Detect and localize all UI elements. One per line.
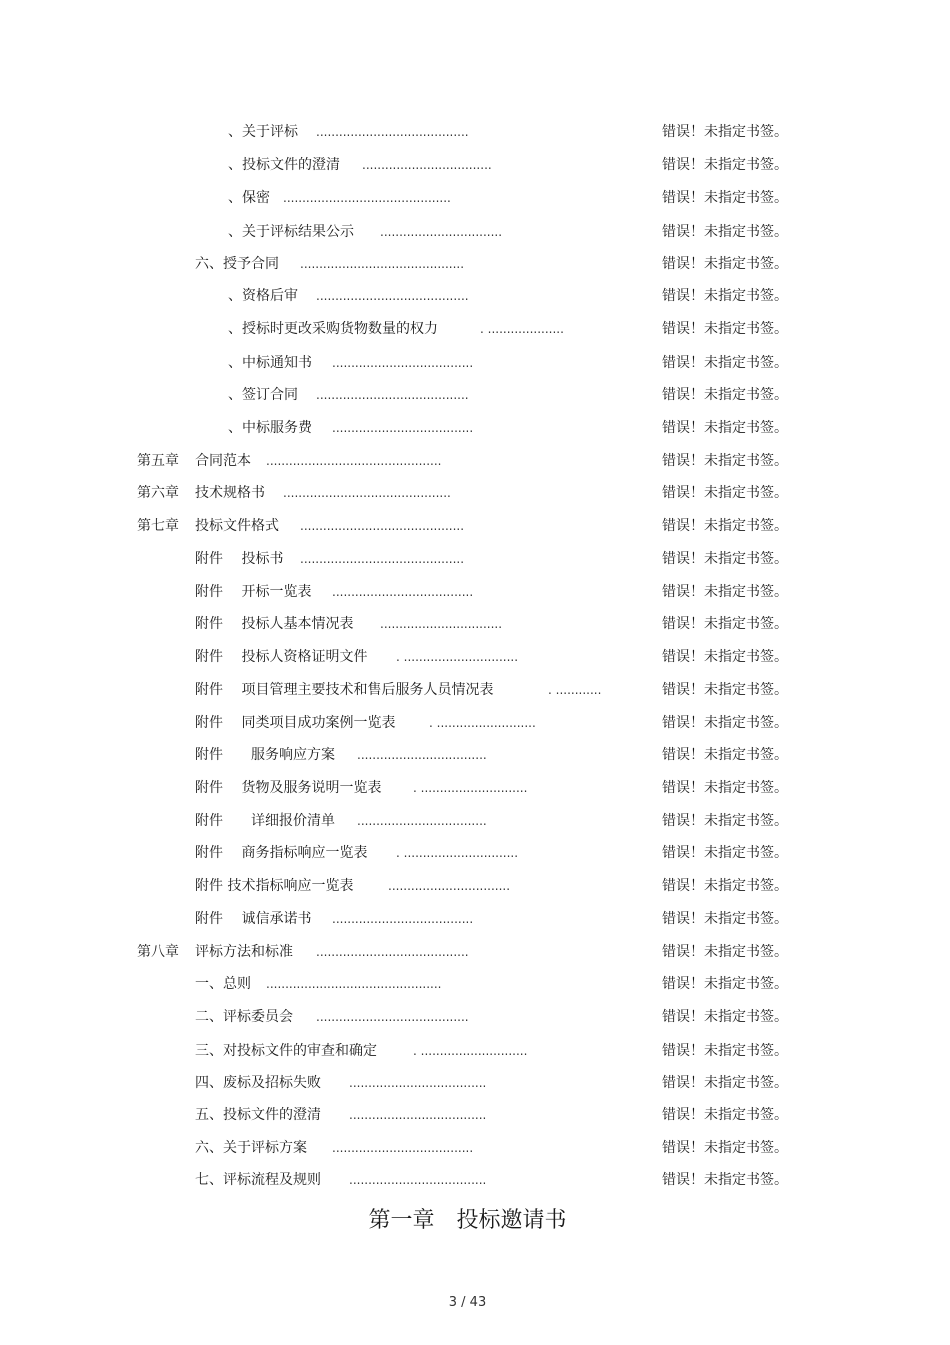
toc-entry-label: 评标方法和标准 bbox=[195, 944, 293, 960]
toc-entry-label: 四、废标及招标失败 bbox=[195, 1075, 321, 1091]
toc-page-ref-error: 错误！未指定书签。 bbox=[662, 780, 788, 796]
toc-page-ref-error: 错误！未指定书签。 bbox=[662, 256, 788, 272]
toc-leader-dots: . .............................. bbox=[396, 846, 519, 860]
toc-entry[interactable] bbox=[0, 253, 950, 275]
toc-page-ref-error: 错误！未指定书签。 bbox=[662, 1075, 788, 1091]
toc-entry-label: 一、总则 bbox=[195, 976, 251, 992]
toc-entry[interactable] bbox=[0, 1040, 950, 1062]
toc-page-ref-error: 错误！未指定书签。 bbox=[662, 584, 788, 600]
toc-entry-label: 附件 投标书 bbox=[195, 551, 284, 567]
toc-entry[interactable] bbox=[0, 875, 950, 897]
toc-entry-label: 附件 详细报价清单 bbox=[195, 813, 335, 829]
toc-page-ref-error: 错误！未指定书签。 bbox=[662, 518, 788, 534]
toc-leader-dots: . ............................ bbox=[413, 781, 528, 795]
toc-page-ref-error: 错误！未指定书签。 bbox=[662, 715, 788, 731]
toc-entry[interactable] bbox=[0, 908, 950, 930]
toc-page-ref-error: 错误！未指定书签。 bbox=[662, 485, 788, 501]
toc-entry[interactable] bbox=[0, 679, 950, 701]
toc-entry-label: 附件 货物及服务说明一览表 bbox=[195, 780, 382, 796]
toc-entry-label: 附件 服务响应方案 bbox=[195, 747, 335, 763]
toc-leader-dots: ................................ bbox=[380, 225, 503, 239]
chapter-title-text: 第一章 投标邀请书 bbox=[368, 1208, 567, 1233]
toc-page-ref-error: 错误！未指定书签。 bbox=[662, 1140, 788, 1156]
toc-leader-dots: .................................... bbox=[349, 1108, 487, 1122]
toc-leader-dots: ................................ bbox=[388, 879, 511, 893]
toc-entry[interactable] bbox=[0, 1137, 950, 1159]
toc-entry-label: 六、关于评标方案 bbox=[195, 1140, 307, 1156]
toc-leader-dots: .............................................. bbox=[266, 454, 442, 468]
toc-entry-label: 附件 投标人基本情况表 bbox=[195, 616, 354, 632]
toc-leader-dots: ..................................... bbox=[332, 356, 474, 370]
toc-entry-label: 五、投标文件的澄清 bbox=[195, 1107, 321, 1123]
toc-entry[interactable] bbox=[0, 1006, 950, 1028]
toc-page-ref-error: 错误！未指定书签。 bbox=[662, 124, 788, 140]
toc-entry-label: 附件 投标人资格证明文件 bbox=[195, 649, 368, 665]
toc-entry-label: 、授标时更改采购货物数量的权力 bbox=[228, 321, 438, 337]
toc-leader-dots: .................................. bbox=[357, 748, 487, 762]
toc-entry[interactable] bbox=[0, 941, 950, 963]
toc-page-ref-error: 错误！未指定书签。 bbox=[662, 616, 788, 632]
toc-entry-label: 、中标服务费 bbox=[228, 420, 312, 436]
toc-entry[interactable] bbox=[0, 581, 950, 603]
toc-entry-label: 七、评标流程及规则 bbox=[195, 1172, 321, 1188]
toc-leader-dots: ........................................ bbox=[316, 388, 469, 402]
chapter-heading bbox=[0, 1205, 935, 1237]
toc-page-ref-error: 错误！未指定书签。 bbox=[662, 551, 788, 567]
toc-leader-dots: .............................................. bbox=[266, 977, 442, 991]
toc-page-ref-error: 错误！未指定书签。 bbox=[662, 813, 788, 829]
toc-leader-dots: ............................................ bbox=[283, 486, 451, 500]
toc-entry-label: 附件 同类项目成功案例一览表 bbox=[195, 715, 396, 731]
toc-page-ref-error: 错误！未指定书签。 bbox=[662, 649, 788, 665]
toc-leader-dots: .................................. bbox=[357, 814, 487, 828]
toc-entry-label: 投标文件格式 bbox=[195, 518, 279, 534]
toc-entry[interactable] bbox=[0, 384, 950, 406]
toc-entry[interactable] bbox=[0, 842, 950, 864]
toc-page-ref-error: 错误！未指定书签。 bbox=[662, 453, 788, 469]
toc-entry[interactable] bbox=[0, 221, 950, 243]
toc-leader-dots: .................................... bbox=[349, 1173, 487, 1187]
toc-leader-dots: ........................................ bbox=[316, 125, 469, 139]
toc-leader-dots: ..................................... bbox=[332, 421, 474, 435]
toc-leader-dots: . ............ bbox=[548, 683, 602, 697]
toc-leader-dots: . .............................. bbox=[396, 650, 519, 664]
toc-page-ref-error: 错误！未指定书签。 bbox=[662, 911, 788, 927]
toc-page-ref-error: 错误！未指定书签。 bbox=[662, 1009, 788, 1025]
toc-entry[interactable] bbox=[0, 777, 950, 799]
toc-entry[interactable] bbox=[0, 973, 950, 995]
toc-leader-dots: . .................... bbox=[480, 322, 564, 336]
toc-chapter-number: 第五章 bbox=[137, 453, 179, 469]
toc-page-ref-error: 错误！未指定书签。 bbox=[662, 682, 788, 698]
toc-entry[interactable] bbox=[0, 154, 950, 176]
toc-entry[interactable] bbox=[0, 121, 950, 143]
toc-entry-label: 、保密 bbox=[228, 190, 270, 206]
toc-entry[interactable] bbox=[0, 352, 950, 374]
toc-page-ref-error: 错误！未指定书签。 bbox=[662, 288, 788, 304]
toc-entry-label: 、关于评标结果公示 bbox=[228, 224, 354, 240]
toc-page-ref-error: 错误！未指定书签。 bbox=[662, 845, 788, 861]
toc-entry[interactable] bbox=[0, 417, 950, 439]
toc-entry-label: 、关于评标 bbox=[228, 124, 298, 140]
toc-leader-dots: ........................................ bbox=[316, 945, 469, 959]
toc-entry[interactable] bbox=[0, 187, 950, 209]
toc-page-ref-error: 错误！未指定书签。 bbox=[662, 355, 788, 371]
toc-entry-label: 合同范本 bbox=[195, 453, 251, 469]
toc-leader-dots: ..................................... bbox=[332, 585, 474, 599]
toc-entry[interactable] bbox=[0, 744, 950, 766]
toc-leader-dots: . .......................... bbox=[429, 716, 536, 730]
toc-leader-dots: ........................................... bbox=[300, 519, 465, 533]
page-number: 3 / 43 bbox=[448, 1295, 487, 1310]
toc-leader-dots: ........................................... bbox=[300, 552, 465, 566]
toc-entry-label: 、投标文件的澄清 bbox=[228, 157, 340, 173]
toc-page-ref-error: 错误！未指定书签。 bbox=[662, 747, 788, 763]
toc-leader-dots: ..................................... bbox=[332, 912, 474, 926]
toc-page-ref-error: 错误！未指定书签。 bbox=[662, 321, 788, 337]
toc-entry-label: 六、授予合同 bbox=[195, 256, 279, 272]
toc-chapter-number: 第六章 bbox=[137, 485, 179, 501]
toc-entry-label: 附件 项目管理主要技术和售后服务人员情况表 bbox=[195, 682, 494, 698]
toc-page-ref-error: 错误！未指定书签。 bbox=[662, 1107, 788, 1123]
toc-page-ref-error: 错误！未指定书签。 bbox=[662, 976, 788, 992]
toc-leader-dots: .................................... bbox=[349, 1076, 487, 1090]
toc-entry[interactable] bbox=[0, 482, 950, 504]
toc-entry-label: 附件 诚信承诺书 bbox=[195, 911, 312, 927]
toc-entry[interactable] bbox=[0, 1104, 950, 1126]
toc-page-ref-error: 错误！未指定书签。 bbox=[662, 157, 788, 173]
toc-leader-dots: ............................................ bbox=[283, 191, 451, 205]
toc-entry-label: 附件 技术指标响应一览表 bbox=[195, 878, 354, 894]
toc-page-ref-error: 错误！未指定书签。 bbox=[662, 420, 788, 436]
toc-page-ref-error: 错误！未指定书签。 bbox=[662, 878, 788, 894]
toc-page-ref-error: 错误！未指定书签。 bbox=[662, 944, 788, 960]
toc-entry-label: 附件 开标一览表 bbox=[195, 584, 312, 600]
toc-entry-label: 技术规格书 bbox=[195, 485, 265, 501]
toc-entry-label: 二、评标委员会 bbox=[195, 1009, 293, 1025]
toc-chapter-number: 第七章 bbox=[137, 518, 179, 534]
toc-chapter-number: 第八章 bbox=[137, 944, 179, 960]
toc-page-ref-error: 错误！未指定书签。 bbox=[662, 1172, 788, 1188]
toc-entry[interactable] bbox=[0, 1169, 950, 1191]
toc-leader-dots: ..................................... bbox=[332, 1141, 474, 1155]
toc-entry[interactable] bbox=[0, 712, 950, 734]
toc-entry[interactable] bbox=[0, 285, 950, 307]
toc-entry-label: 附件 商务指标响应一览表 bbox=[195, 845, 368, 861]
toc-entry[interactable] bbox=[0, 646, 950, 668]
toc-leader-dots: .................................. bbox=[362, 158, 492, 172]
toc-page-ref-error: 错误！未指定书签。 bbox=[662, 387, 788, 403]
toc-entry[interactable] bbox=[0, 548, 950, 570]
toc-entry-label: 、签订合同 bbox=[228, 387, 298, 403]
toc-entry[interactable] bbox=[0, 450, 950, 472]
toc-entry[interactable] bbox=[0, 1072, 950, 1094]
toc-entry[interactable] bbox=[0, 810, 950, 832]
toc-leader-dots: ........................................ bbox=[316, 1010, 469, 1024]
toc-entry[interactable] bbox=[0, 318, 950, 340]
toc-leader-dots: . ............................ bbox=[413, 1044, 528, 1058]
toc-page-ref-error: 错误！未指定书签。 bbox=[662, 190, 788, 206]
toc-page-ref-error: 错误！未指定书签。 bbox=[662, 224, 788, 240]
toc-page-ref-error: 错误！未指定书签。 bbox=[662, 1043, 788, 1059]
toc-leader-dots: ........................................ bbox=[316, 289, 469, 303]
toc-leader-dots: ................................ bbox=[380, 617, 503, 631]
toc-entry-label: 、资格后审 bbox=[228, 288, 298, 304]
page-number-footer bbox=[0, 1293, 935, 1313]
toc-entry[interactable] bbox=[0, 613, 950, 635]
toc-entry-label: 、中标通知书 bbox=[228, 355, 312, 371]
toc-entry[interactable] bbox=[0, 515, 950, 537]
toc-leader-dots: ........................................... bbox=[300, 257, 465, 271]
toc-entry-label: 三、对投标文件的审查和确定 bbox=[195, 1043, 377, 1059]
